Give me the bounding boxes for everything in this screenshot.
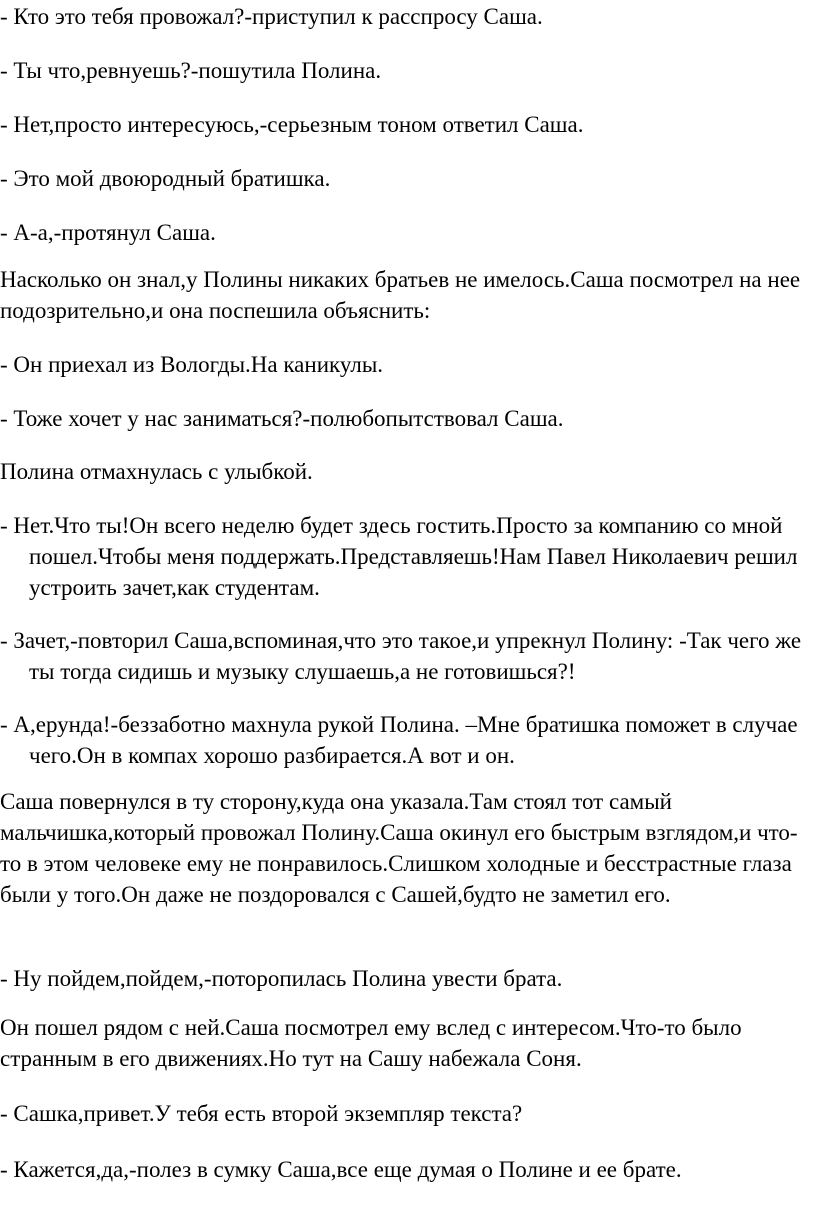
dialogue-line: - А,ерунда!-беззаботно махнула рукой Полина. –Мне братишка поможет в случае чего.Он в компах хорошо разбирается.А вот и он.	[0, 712, 798, 768]
dialogue-line: - Это мой двоюродный братишка.	[0, 166, 331, 191]
dialogue-line: - Кто это тебя провожал?-приступил к расспросу Саша.	[0, 4, 543, 29]
dialogue-line: - Ты что,ревнуешь?-пошутила Полина.	[0, 58, 382, 83]
narration-paragraph: Полина отмахнулась с улыбкой.	[0, 459, 313, 484]
dialogue-line: - Нет,просто интересуюсь,-серьезным тоном ответил Саша.	[0, 112, 584, 137]
dialogue-line: - Сашка,привет.У тебя есть второй экземпляр текста?	[0, 1101, 523, 1126]
narration-paragraph: Саша повернулся в ту сторону,куда она указала.Там стоял тот самый мальчишка,который провожал Полину.Саша окинул его быстрым взглядом,и что-то в этом человеке ему не понравилось.Слишком холодные и бесстрастные глаза были у того.Он даже не поздоровался с Сашей,будто не заметил его.	[0, 789, 798, 907]
narration-paragraph: Он пошел рядом с ней.Саша посмотрел ему вслед с интересом.Что-то было странным в его движениях.Но тут на Сашу набежала Соня.	[0, 1015, 742, 1071]
dialogue-line: - Он приехал из Вологды.На каникулы.	[0, 352, 384, 377]
dialogue-line: - Тоже хочет у нас заниматься?-полюбопытствовал Саша.	[0, 406, 564, 431]
dialogue-line: - Нет.Что ты!Он всего неделю будет здесь гостить.Просто за компанию со мной пошел.Чтобы меня поддержать.Представляешь!Нам Павел Николаевич решил устроить зачет,как студентам.	[0, 513, 798, 600]
dialogue-line: - Ну пойдем,пойдем,-поторопилась Полина увести брата.	[0, 966, 563, 991]
dialogue-line: - Кажется,да,-полез в сумку Саша,все еще думая о Полине и ее брате.	[0, 1157, 682, 1182]
dialogue-line: - А-а,-протянул Саша.	[0, 220, 216, 245]
narration-paragraph: Насколько он знал,у Полины никаких братьев не имелось.Саша посмотрел на нее подозрительно,и она поспешила объяснить:	[0, 267, 801, 323]
dialogue-line: - Зачет,-повторил Саша,вспоминая,что это такое,и упрекнул Полину: -Так чего же ты тогда сидишь и музыку слушаешь,а не готовишься?!	[0, 628, 802, 684]
